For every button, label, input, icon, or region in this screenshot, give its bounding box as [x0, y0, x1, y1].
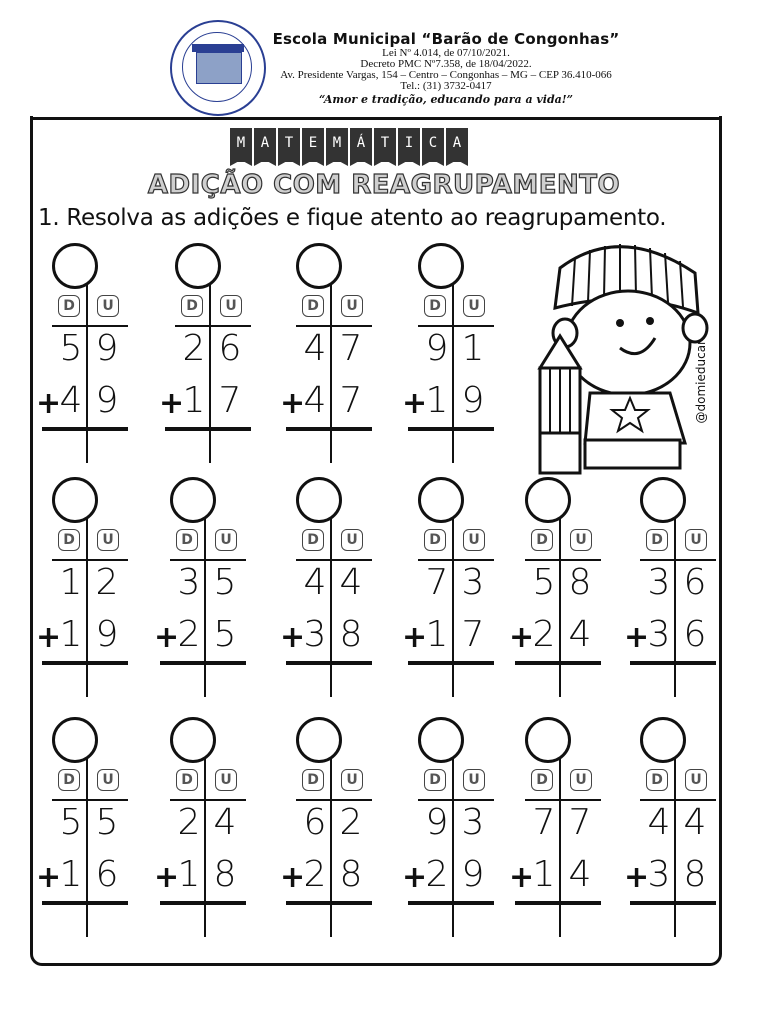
- tens-label: D: [424, 769, 446, 791]
- first-tens-digit: 3: [647, 562, 671, 603]
- sum-line: [42, 901, 128, 905]
- first-tens-digit: 4: [647, 802, 671, 843]
- tens-label: D: [531, 529, 553, 551]
- decree-line: Decreto PMC Nº7.358, de 18/04/2022.: [360, 58, 532, 70]
- header-divider: [525, 799, 601, 801]
- plus-sign: +: [36, 860, 62, 895]
- second-units-digit: 8: [213, 854, 237, 895]
- tens-label: D: [646, 769, 668, 791]
- second-units-digit: 8: [339, 614, 363, 655]
- phone-line: Tel.: (31) 3732-0417: [400, 80, 492, 92]
- tens-label: D: [181, 295, 203, 317]
- plus-sign: +: [509, 860, 535, 895]
- plus-sign: +: [624, 860, 650, 895]
- units-label: U: [97, 295, 119, 317]
- column-divider: [330, 283, 332, 463]
- addition-problem: [154, 717, 250, 947]
- answer-circle[interactable]: [52, 477, 98, 523]
- page-header: [0, 0, 768, 122]
- answer-circle[interactable]: [52, 243, 98, 289]
- header-divider: [418, 799, 494, 801]
- sum-line: [408, 427, 494, 431]
- second-tens-digit: 1: [177, 854, 201, 895]
- second-units-digit: 7: [218, 380, 242, 421]
- first-tens-digit: 1: [59, 562, 83, 603]
- header-divider: [52, 325, 128, 327]
- header-divider: [170, 559, 246, 561]
- first-units-digit: 2: [339, 802, 363, 843]
- sum-line: [408, 661, 494, 665]
- plus-sign: +: [154, 620, 180, 655]
- first-units-digit: 4: [683, 802, 707, 843]
- answer-circle[interactable]: [418, 717, 464, 763]
- header-divider: [52, 559, 128, 561]
- header-divider: [170, 799, 246, 801]
- plus-sign: +: [280, 386, 306, 421]
- addition-problem: [509, 477, 605, 707]
- column-divider: [86, 517, 88, 697]
- second-tens-digit: 2: [177, 614, 201, 655]
- first-tens-digit: 5: [532, 562, 556, 603]
- column-divider: [674, 517, 676, 697]
- addition-problem: [280, 477, 376, 707]
- column-divider: [209, 283, 211, 463]
- first-tens-digit: 2: [182, 328, 206, 369]
- sum-line: [42, 661, 128, 665]
- addition-problem: [36, 477, 132, 707]
- sum-line: [160, 901, 246, 905]
- units-label: U: [341, 769, 363, 791]
- answer-circle[interactable]: [525, 477, 571, 523]
- second-tens-digit: 1: [425, 614, 449, 655]
- units-label: U: [215, 529, 237, 551]
- second-tens-digit: 2: [425, 854, 449, 895]
- second-units-digit: 9: [461, 380, 485, 421]
- header-divider: [175, 325, 251, 327]
- second-units-digit: 9: [461, 854, 485, 895]
- banner-letter: M: [326, 128, 348, 162]
- plus-sign: +: [402, 860, 428, 895]
- tens-label: D: [58, 529, 80, 551]
- law-line: Lei Nº 4.014, de 07/10/2021.: [382, 47, 510, 59]
- plus-sign: +: [509, 620, 535, 655]
- units-label: U: [463, 529, 485, 551]
- column-divider: [674, 757, 676, 937]
- column-divider: [204, 517, 206, 697]
- answer-circle[interactable]: [170, 477, 216, 523]
- second-tens-digit: 2: [532, 614, 556, 655]
- second-units-digit: 4: [568, 854, 592, 895]
- units-label: U: [570, 529, 592, 551]
- answer-circle[interactable]: [640, 477, 686, 523]
- second-units-digit: 7: [339, 380, 363, 421]
- student-with-pencil-illustration: [520, 228, 720, 478]
- banner-letter: E: [302, 128, 324, 162]
- first-tens-digit: 3: [177, 562, 201, 603]
- second-units-digit: 6: [95, 854, 119, 895]
- plus-sign: +: [36, 620, 62, 655]
- answer-circle[interactable]: [296, 717, 342, 763]
- second-tens-digit: 3: [647, 614, 671, 655]
- units-label: U: [220, 295, 242, 317]
- column-divider: [86, 757, 88, 937]
- first-units-digit: 5: [95, 802, 119, 843]
- first-tens-digit: 4: [303, 328, 327, 369]
- sum-line: [408, 901, 494, 905]
- tens-label: D: [302, 769, 324, 791]
- first-units-digit: 1: [461, 328, 485, 369]
- answer-circle[interactable]: [640, 717, 686, 763]
- school-name: Escola Municipal “Barão de Congonhas”: [272, 30, 620, 48]
- first-units-digit: 3: [461, 802, 485, 843]
- tens-label: D: [58, 769, 80, 791]
- sum-line: [515, 661, 601, 665]
- first-units-digit: 6: [218, 328, 242, 369]
- addition-problem: [280, 717, 376, 947]
- sum-line: [630, 661, 716, 665]
- plus-sign: +: [624, 620, 650, 655]
- plus-sign: +: [402, 386, 428, 421]
- second-units-digit: 4: [568, 614, 592, 655]
- illustration-credit: @domieducar: [694, 340, 708, 424]
- tens-label: D: [531, 769, 553, 791]
- first-tens-digit: 5: [59, 328, 83, 369]
- worksheet-title: ADIÇÃO COM REAGRUPAMENTO: [147, 170, 621, 200]
- plus-sign: +: [280, 620, 306, 655]
- second-units-digit: 9: [95, 614, 119, 655]
- first-units-digit: 8: [568, 562, 592, 603]
- second-tens-digit: 3: [303, 614, 327, 655]
- school-seal-logo: [170, 20, 266, 116]
- first-tens-digit: 6: [303, 802, 327, 843]
- first-units-digit: 7: [568, 802, 592, 843]
- first-tens-digit: 4: [303, 562, 327, 603]
- banner-letter: A: [254, 128, 276, 162]
- second-tens-digit: 1: [425, 380, 449, 421]
- units-label: U: [341, 529, 363, 551]
- second-units-digit: 7: [461, 614, 485, 655]
- addition-problem: [624, 717, 720, 947]
- banner-letter: I: [398, 128, 420, 162]
- header-divider: [418, 559, 494, 561]
- column-divider: [452, 517, 454, 697]
- units-label: U: [463, 295, 485, 317]
- first-units-digit: 7: [339, 328, 363, 369]
- sum-line: [515, 901, 601, 905]
- second-tens-digit: 4: [59, 380, 83, 421]
- header-divider: [640, 799, 716, 801]
- first-tens-digit: 7: [532, 802, 556, 843]
- addition-problem: [624, 477, 720, 707]
- column-divider: [559, 517, 561, 697]
- second-tens-digit: 3: [647, 854, 671, 895]
- banner-letter: T: [374, 128, 396, 162]
- tens-label: D: [424, 529, 446, 551]
- second-tens-digit: 1: [59, 614, 83, 655]
- banner-letter: T: [278, 128, 300, 162]
- addition-problem: [402, 243, 498, 473]
- plus-sign: +: [402, 620, 428, 655]
- addition-problem: [509, 717, 605, 947]
- address-line: Av. Presidente Vargas, 154 – Centro – Congonhas – MG – CEP 36.410-066: [280, 69, 612, 81]
- second-tens-digit: 1: [182, 380, 206, 421]
- tens-label: D: [176, 769, 198, 791]
- tens-label: D: [58, 295, 80, 317]
- banner-letter: Á: [350, 128, 372, 162]
- school-info: [266, 30, 626, 106]
- units-label: U: [570, 769, 592, 791]
- answer-circle[interactable]: [170, 717, 216, 763]
- sum-line: [286, 427, 372, 431]
- answer-circle[interactable]: [296, 243, 342, 289]
- column-divider: [559, 757, 561, 937]
- tens-label: D: [176, 529, 198, 551]
- sum-line: [286, 661, 372, 665]
- banner-letter: M: [230, 128, 252, 162]
- column-divider: [86, 283, 88, 463]
- first-tens-digit: 5: [59, 802, 83, 843]
- header-divider: [296, 559, 372, 561]
- first-units-digit: 2: [95, 562, 119, 603]
- plus-sign: +: [36, 386, 62, 421]
- column-divider: [330, 757, 332, 937]
- second-units-digit: 8: [339, 854, 363, 895]
- units-label: U: [341, 295, 363, 317]
- tens-label: D: [424, 295, 446, 317]
- first-tens-digit: 9: [425, 328, 449, 369]
- header-divider: [640, 559, 716, 561]
- units-label: U: [685, 769, 707, 791]
- addition-problem: [36, 243, 132, 473]
- addition-problem: [36, 717, 132, 947]
- first-units-digit: 3: [461, 562, 485, 603]
- header-divider: [52, 799, 128, 801]
- plus-sign: +: [280, 860, 306, 895]
- answer-circle[interactable]: [52, 717, 98, 763]
- second-tens-digit: 1: [59, 854, 83, 895]
- first-units-digit: 4: [213, 802, 237, 843]
- header-divider: [418, 325, 494, 327]
- subject-banner: [230, 128, 468, 162]
- column-divider: [330, 517, 332, 697]
- second-tens-digit: 1: [532, 854, 556, 895]
- first-units-digit: 9: [95, 328, 119, 369]
- second-units-digit: 5: [213, 614, 237, 655]
- first-units-digit: 5: [213, 562, 237, 603]
- second-tens-digit: 4: [303, 380, 327, 421]
- column-divider: [452, 757, 454, 937]
- units-label: U: [463, 769, 485, 791]
- answer-circle[interactable]: [418, 477, 464, 523]
- units-label: U: [215, 769, 237, 791]
- second-units-digit: 6: [683, 614, 707, 655]
- addition-problem: [159, 243, 255, 473]
- sum-line: [165, 427, 251, 431]
- addition-problem: [402, 477, 498, 707]
- plus-sign: +: [154, 860, 180, 895]
- second-tens-digit: 2: [303, 854, 327, 895]
- seal-roof: [192, 44, 244, 52]
- addition-problem: [154, 477, 250, 707]
- answer-circle[interactable]: [418, 243, 464, 289]
- banner-letter: C: [422, 128, 444, 162]
- units-label: U: [97, 529, 119, 551]
- banner-letter: A: [446, 128, 468, 162]
- units-label: U: [685, 529, 707, 551]
- addition-problem: [402, 717, 498, 947]
- units-label: U: [97, 769, 119, 791]
- plus-sign: +: [159, 386, 185, 421]
- addition-problem: [280, 243, 376, 473]
- sum-line: [286, 901, 372, 905]
- second-units-digit: 9: [95, 380, 119, 421]
- first-units-digit: 6: [683, 562, 707, 603]
- header-divider: [296, 325, 372, 327]
- column-divider: [204, 757, 206, 937]
- first-tens-digit: 2: [177, 802, 201, 843]
- header-divider: [525, 559, 601, 561]
- header-divider: [296, 799, 372, 801]
- school-motto: “Amor e tradição, educando para a vida!”: [319, 93, 573, 106]
- first-tens-digit: 9: [425, 802, 449, 843]
- tens-label: D: [302, 529, 324, 551]
- column-divider: [452, 283, 454, 463]
- answer-circle[interactable]: [525, 717, 571, 763]
- seal-building-icon: [196, 52, 242, 84]
- answer-circle[interactable]: [175, 243, 221, 289]
- sum-line: [630, 901, 716, 905]
- answer-circle[interactable]: [296, 477, 342, 523]
- instruction-text: 1. Resolva as adições e fique atento ao reagrupamento.: [38, 205, 667, 231]
- second-units-digit: 8: [683, 854, 707, 895]
- first-units-digit: 4: [339, 562, 363, 603]
- tens-label: D: [646, 529, 668, 551]
- sum-line: [42, 427, 128, 431]
- sum-line: [160, 661, 246, 665]
- first-tens-digit: 7: [425, 562, 449, 603]
- tens-label: D: [302, 295, 324, 317]
